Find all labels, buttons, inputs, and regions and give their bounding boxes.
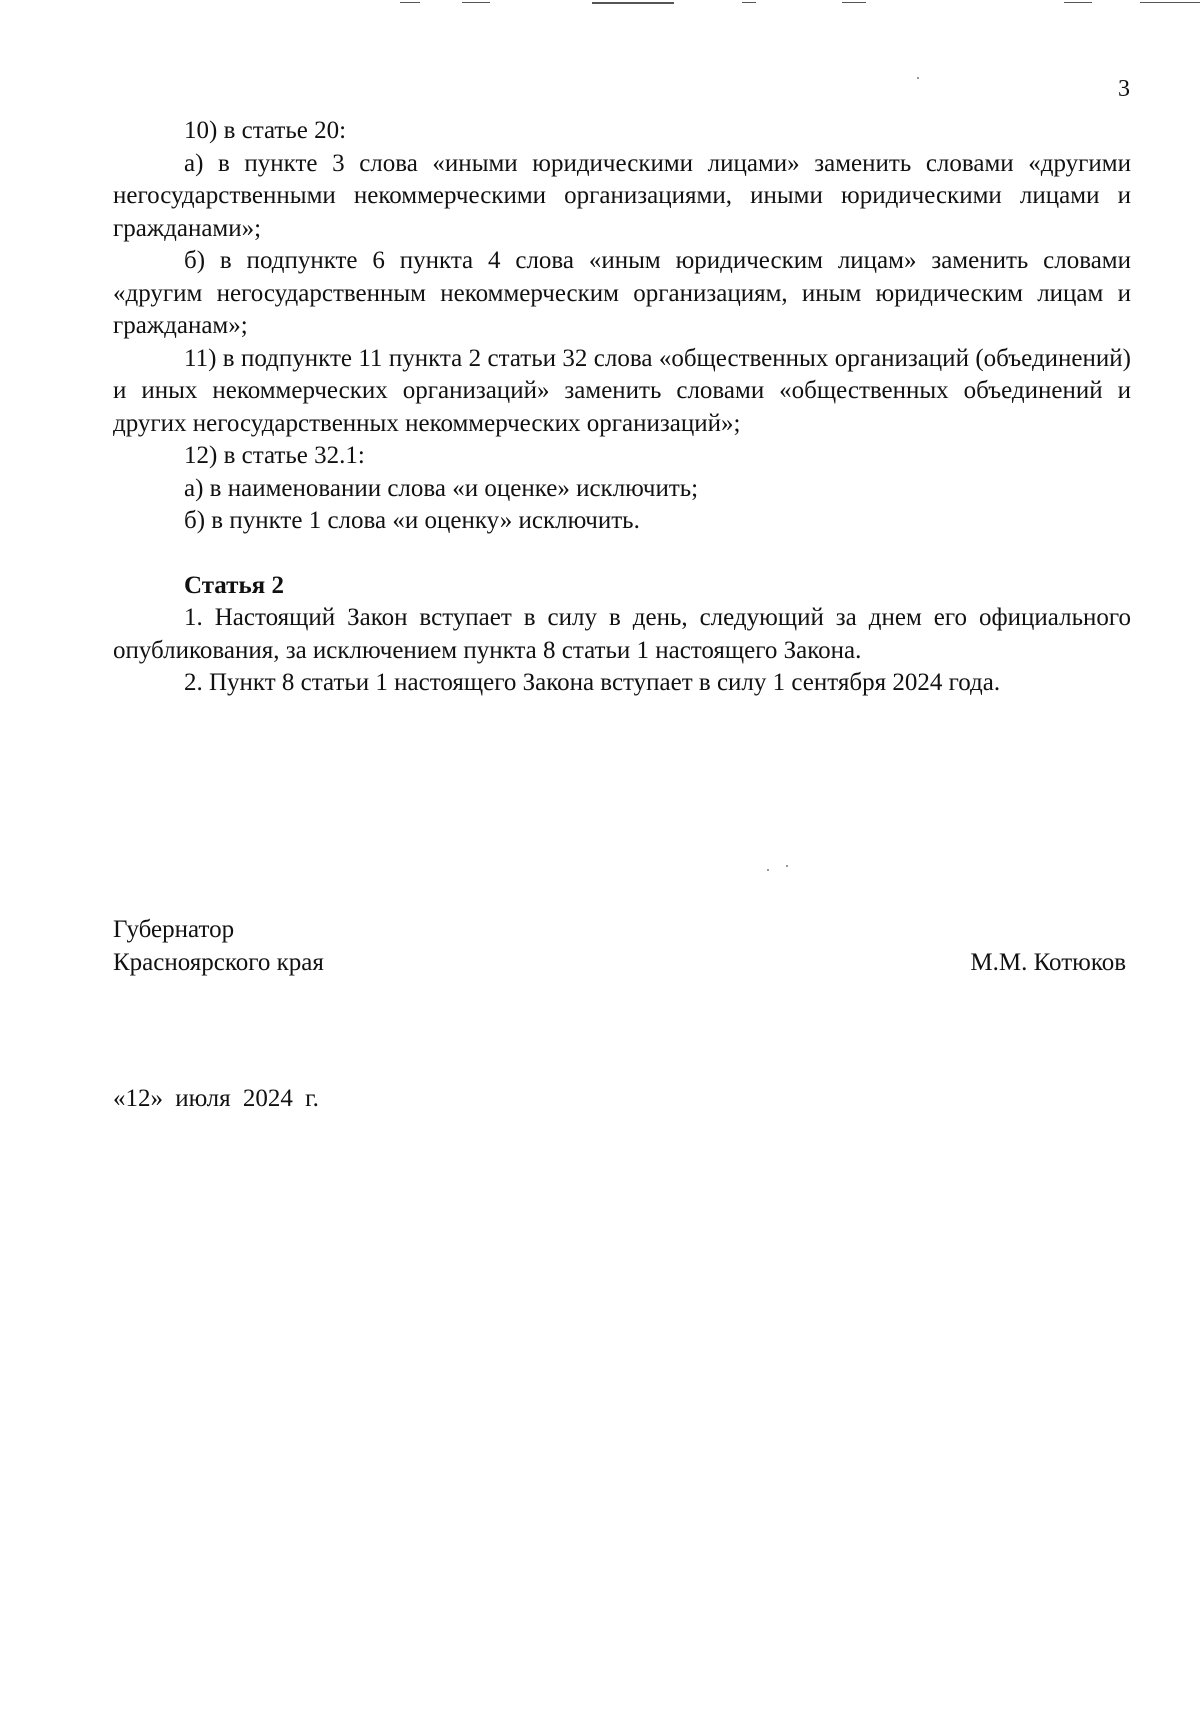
scan-artifact [400,2,420,3]
paragraph-item-12: 12) в статье 32.1: [184,442,365,469]
scan-artifact [592,2,674,4]
scan-artifact [1140,2,1200,3]
scan-artifact [742,2,756,3]
article-2-paragraph-1: 1. Настоящий Закон вступает в силу в день, следующий за днем его официального опубликования, за исключением пункта 8 статьи 1 настоящего Закона. [113,604,1131,664]
signatory-title-line-1: Губернатор [113,916,235,943]
paragraph-item-10a: а) в пункте 3 слова «иными юридическими лицами» заменить словами «другими негосударственными некоммерческими организациями, иными юридическими лицами и гражданами»; [113,149,1131,242]
article-2-paragraph-2: 2. Пункт 8 статьи 1 настоящего Закона вступает в силу 1 сентября 2024 года. [184,669,1001,696]
document-date: «12» июля 2024 г. [113,1085,319,1112]
scan-artifact [1064,2,1092,3]
paragraph-item-10b: б) в подпункте 6 пункта 4 слова «иным юридическим лицам» заменить словами «другим негосударственным некоммерческим организациям, иным юридическим лицам и гражданам»; [113,247,1131,339]
signature-block [113,913,1126,979]
paragraph-item-10: 10) в статье 20: [184,117,347,144]
scan-speck [917,77,919,79]
scan-speck [786,865,788,867]
scan-artifact [462,2,490,3]
document-body [113,115,1131,700]
signatory-title-line-2: Красноярского края [113,949,324,976]
scan-speck [767,869,769,871]
paragraph-item-12b: б) в пункте 1 слова «и оценку» исключить. [184,507,640,534]
signatory-name: М.М. Котюков [970,949,1126,976]
scan-artifact [842,2,866,3]
page-number: 3 [1118,76,1130,102]
paragraph-item-12a: а) в наименовании слова «и оценке» исключить; [184,474,699,502]
article-2-heading: Статья 2 [184,571,284,599]
paragraph-item-11: 11) в подпункте 11 пункта 2 статьи 32 слова «общественных организаций (объединений) и иных некоммерческих организаций» заменить словами «общественных объединений и других негосударственных некоммерческих организаций»; [113,344,1131,437]
